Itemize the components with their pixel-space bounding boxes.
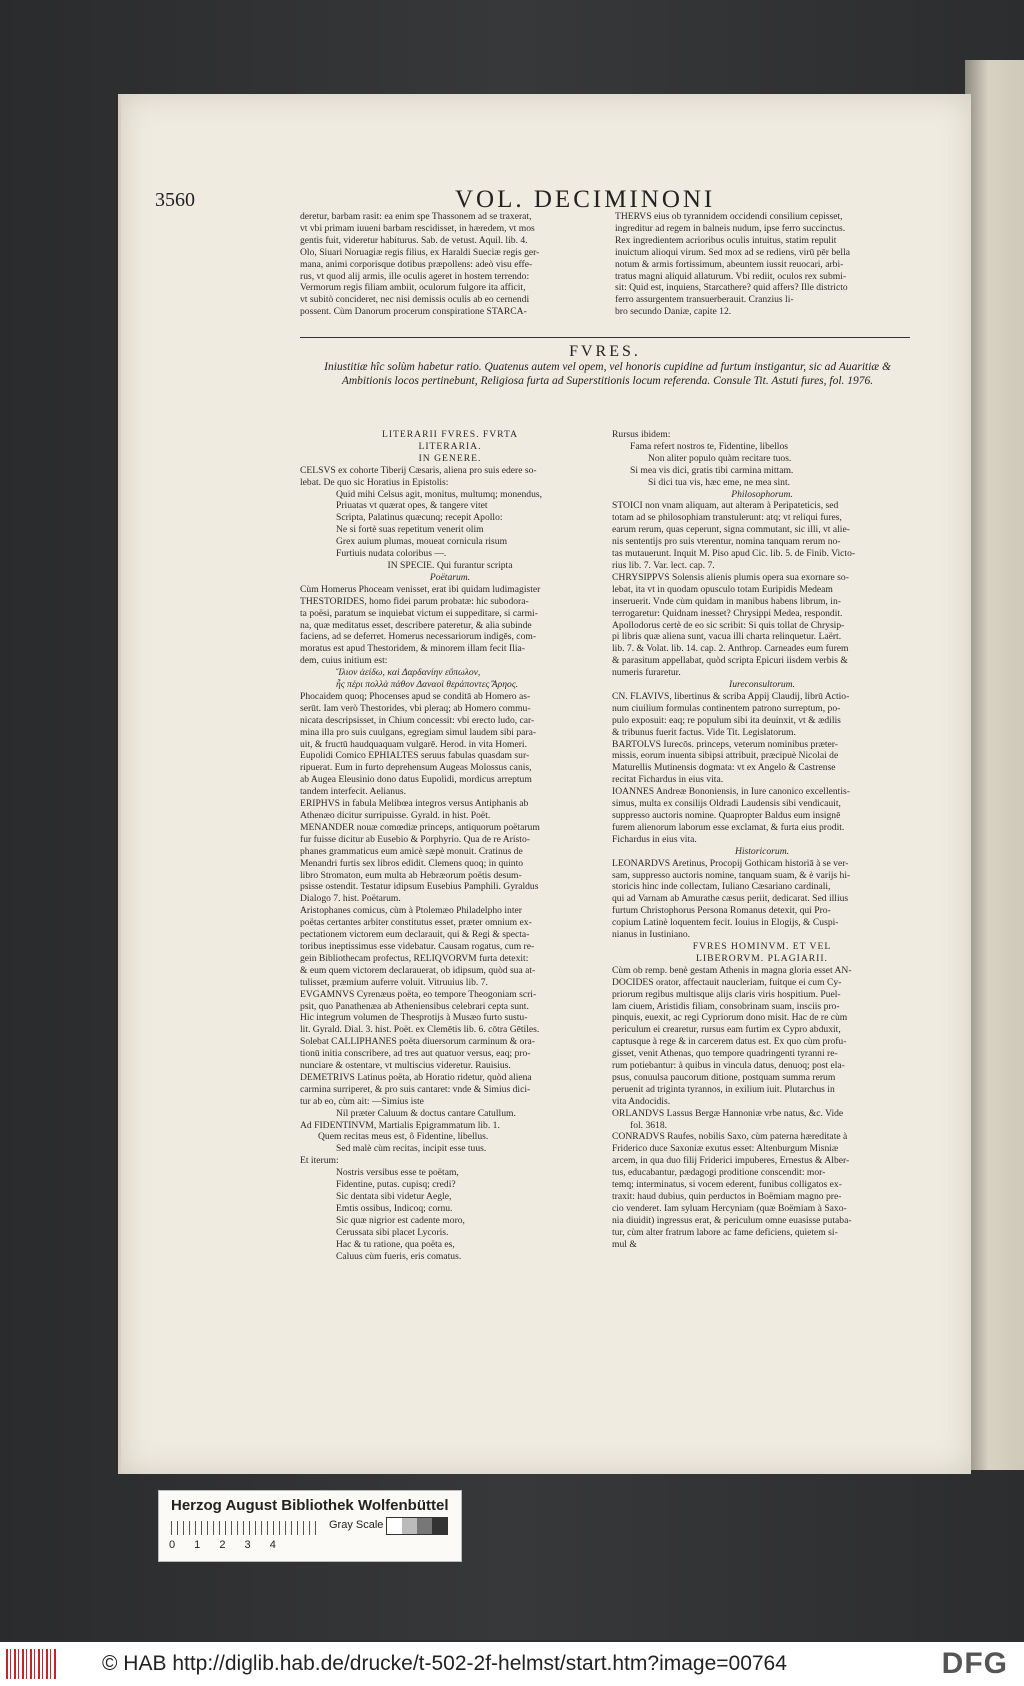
text-line: tandem interfecit. Aelianus. — [300, 786, 407, 798]
footer-url[interactable]: © HAB http://diglib.hab.de/drucke/t-502-2f-helmst/start.htm?image=00764 — [102, 1652, 787, 1675]
section-intro: Iniustitiæ hîc solùm habetur ratio. Quatenus autem vel opem, vel honoris cupidine ad furtum instigantur, sic ad Auaritiæ & Ambitionis locos pertinebunt, Religiosa furta ad Superstitionis locum referenda. Consule Tit. Astuti fures, fol. 1976. — [324, 361, 891, 387]
text-line: BARTOLVS Iurecōs. princeps, veterum nominibus præter- — [612, 738, 838, 750]
text-line: Poëtarum. — [429, 571, 471, 583]
text-line: simus, multa ex consilijs Oldradi Laudensis sibi vendicauit, — [612, 798, 841, 810]
text-line: phanes grammaticus eum amicè sæpè monuit. Cratinus de — [300, 845, 523, 857]
text-line: Caluus cùm fueris, eris comatus. — [336, 1250, 462, 1262]
text-line: Hic integrum volumen de Thesprotijs à Musæo furto sustu- — [300, 1012, 528, 1024]
text-line: Fidentine, putas. cupisq; credi? — [336, 1179, 456, 1191]
text-line: missis, eorum inuenta sibipsi attribuit, præcipuè Nicolai de — [612, 750, 839, 762]
text-line: Dialogo 7. hist. Poëtarum. — [300, 893, 401, 905]
text-line: Aristophanes comicus, cùm à Ptolemæo Philadelpho inter — [300, 905, 522, 917]
text-line: lebat. De quo sic Horatius in Epistolis: — [300, 476, 449, 488]
text-line: Eupolidi Comico EPHIALTES seruus fabulas quasdam sur- — [300, 750, 530, 762]
text-line: LITERARII FVRES. FVRTA — [381, 429, 519, 440]
text-line: CN. FLAVIVS, libertinus & scriba Appij Claudij, librū Actio- — [612, 690, 850, 702]
text-line: tur, cùm alter fratrum labore ac fame deficiens, quietem si- — [612, 1226, 838, 1238]
text-line: peruenit ad triginta tyrannos, in exilium iuit. Plutarchus in — [612, 1083, 835, 1095]
text-line: Hac & tu ratione, qua poëta es, — [336, 1238, 455, 1250]
text-line: rus, vt quod alij armis, ille oculis ageret in hostem terrendo: — [300, 270, 530, 282]
text-line: na, quæ meditatus esset, describere pateretur, & alia subinde — [300, 619, 532, 631]
text-line: Nil præter Caluum & doctus cantare Catullum. — [336, 1107, 516, 1119]
text-line: Rex ingredientem acrioribus oculis intuitus, statim repulit — [615, 234, 837, 246]
text-line: gentis fuit, videretur habiturus. Sab. de vetust. Aquil. lib. 4. — [300, 234, 528, 246]
text-line: num ciuilium formulas continentem patrono surreptum, po- — [612, 702, 841, 714]
text-line: furem alienorum laborum esse exclamat, & furta eius prodit. — [612, 821, 845, 833]
text-line: IOANNES Andreæ Bononiensis, in Iure canonico excellentis- — [612, 786, 850, 798]
text-line: tulisset, præmium auferre voluit. Vitruuius lib. 7. — [300, 976, 488, 988]
scale-ruler — [171, 1521, 321, 1535]
facing-page-edge — [965, 60, 1024, 1470]
text-line: & tribunus fuerit factus. Vide Tit. Legislatorum. — [612, 726, 796, 738]
text-line: tratus magni aliquid allaturum. Vbi rediit, oculos rex submi- — [615, 270, 847, 282]
text-line: nianus in Iustiniano. — [612, 929, 691, 941]
gray-scale-swatch — [386, 1517, 448, 1535]
left-column — [300, 429, 600, 1262]
text-line: uit, & fructū haudquaquam vulgarē. Herod. in vita Homeri. — [300, 738, 527, 750]
text-line: furtum Christophorus Persona Romanus detexit, qui Pro- — [612, 905, 831, 917]
text-line: Ἴλιον ἀείδω, καὶ Δαρδανίην εὔπωλον, — [336, 667, 481, 679]
text-line: nis sententijs pro suis vterentur, nomina tanquam rerum no- — [612, 536, 841, 548]
text-line: Cùm ob remp. benè gestam Athenis in magna gloria esset AN- — [612, 964, 852, 976]
running-title: VOL. DECIMINONI — [455, 186, 716, 213]
text-line: ta poësi, paratum se inquiebat victum ei suppeditare, si carmi- — [300, 607, 538, 619]
section-title: FVRES. — [569, 343, 641, 360]
text-line: Olo, Siuari Noruagiæ regis filius, ex Haraldi Sueciæ regis ger- — [300, 246, 540, 258]
text-line: LEONARDVS Aretinus, Procopij Gothicam historiā à se ver- — [612, 857, 849, 869]
text-line: & eum quem victorem declarauerat, ob idipsum, quòd sua at- — [300, 964, 536, 976]
text-line: copium Latinè loquentem fecit. Iouius in Elogijs, & Cuspi- — [612, 917, 839, 929]
text-line: Fama refert nostros te, Fidentine, libellos — [630, 440, 788, 452]
library-label — [158, 1490, 462, 1562]
text-line: IN SPECIE. Qui furantur scripta — [387, 559, 513, 571]
text-line: Scripta, Palatinus quæcunq; recepit Apollo: — [336, 512, 503, 524]
text-line: Quem recitas meus est, ô Fidentine, libellus. — [318, 1131, 489, 1143]
gray-scale-label: Gray Scale — [329, 1519, 384, 1531]
text-line: dem, cuius initium est: — [300, 655, 388, 667]
text-line: inseruerit. Vnde cùm quidam in manibus habens librum, in- — [612, 595, 841, 607]
text-line: pi libris quæ aliena sunt, vacua illi charta relinquetur. Laërt. — [612, 631, 842, 643]
text-line: Philosophorum. — [731, 488, 793, 500]
text-line: THESTORIDES, homo fidei parum probatæ: hic subodora- — [300, 595, 529, 607]
hab-logo-icon — [6, 1649, 58, 1679]
text-line: Athenæo dicitur surripuisse. Gyrald. in hist. Poët. — [300, 810, 491, 821]
text-line: moratus est apud Thestoridem, & minorem illam fecit Ilia- — [300, 643, 525, 655]
text-line: lib. 7. & Volat. lib. 14. cap. 2. Anthrop. Carneades eum furem — [612, 643, 849, 655]
text-line: LIBERORVM. PLAGIARII. — [696, 952, 828, 964]
text-line: vt vbi primam iuueni barbam rescidisset, in hæredem, vt mos — [300, 222, 535, 234]
text-line: Grex auium plumas, moueat cornicula risum — [336, 536, 508, 548]
text-line: psisse ostendit. Testatur idipsum Eusebius Pamphili. Gyraldus — [300, 881, 539, 893]
text-line: Menandri furtis sex libros edidit. Clemens quoq; in quinto — [300, 857, 524, 869]
text-line: Sic quæ nigrior est cadente moro, — [336, 1214, 465, 1226]
text-line: temq; interminatus, si vocem ederent, funibus colligatos ex- — [612, 1179, 842, 1191]
text-line: sit: Quid est, inquiens, Starcathere? quid affers? Ille districto — [615, 282, 848, 294]
text-line: Si dici tua vis, hæc eme, ne mea sint. — [648, 476, 791, 488]
text-line: vt subitò concideret, nec nisi demissis oculis ab eo cernendi — [300, 294, 530, 306]
text-line: nicata descripsisset, in Chium concessit: vbi erecto ludo, car- — [300, 714, 535, 726]
text-line: STOICI non vnam aliquam, aut alteram à Peripateticis, sed — [612, 500, 839, 512]
text-line: totam ad se philosophiam transtulerunt: atq; vt reliqui fures, — [612, 512, 842, 524]
text-line: MENANDER nouæ comœdiæ princeps, antiquorum poëtarum — [300, 821, 540, 833]
text-line: Emtis ossibus, Indicoq; cornu. — [336, 1202, 453, 1214]
footer-bar — [0, 1642, 1024, 1686]
text-line: notum & armis fortissimum, abeuntem iussit reuocari, arbi- — [615, 258, 844, 270]
text-line: periculum ei crearetur, rursus eam furtim ex Cypro abduxit, — [612, 1024, 841, 1036]
text-line: Phocaidem quoq; Phocenses apud se conditā ab Homero as- — [300, 690, 531, 702]
text-line: Si mea vis dici, gratis tibi carmina mittam. — [630, 464, 794, 476]
text-line: Furtiuis nudata coloribus —. — [336, 548, 447, 560]
text-line: pulo exposuit: eaq; re populum sibi ita deuinxit, vt & ædilis — [612, 714, 841, 726]
text-line: Historicorum. — [734, 845, 790, 857]
text-line: Apollodorus certè de eo sic scribit: Si quis tollat de Chrysip- — [612, 619, 845, 631]
text-line: recitat Fichardus in eius vita. — [612, 774, 724, 786]
text-line: Ad FIDENTINVM, Martialis Epigrammatum lib. 1. — [300, 1119, 500, 1131]
text-line: inuictum alioqui virum. Sed mox ad se rediens, virū pēr bella — [615, 246, 850, 258]
text-line: lit. Gyrald. Dial. 3. hist. Poët. ex Clemētis lib. 6. cōtra Gētiles. — [300, 1024, 540, 1036]
top-left-text — [300, 211, 600, 318]
text-line: lam ciuem, Aristidis filiam, consobrinam suam, insciis pro- — [612, 1000, 840, 1012]
text-line: lebat, ita vt in quodam opusculo totam Euripidis Medeam — [612, 583, 833, 595]
text-line: Sic dentata sibi videtur Aegle, — [336, 1191, 452, 1202]
text-line: qui ad Varnam ab Amurathe cæsus periit, dedicarat. Sed illius — [612, 893, 849, 905]
ruler-numbers: 0 1 2 3 4 — [169, 1539, 276, 1551]
text-line: Priuatas vt quærat opes, & tangere vitet — [336, 500, 488, 512]
text-line: carmina surriperet, & pro suis cantaret: vnde & Simius dici- — [300, 1083, 531, 1095]
text-line: Cerussata sibi placet Lycoris. — [336, 1226, 449, 1238]
text-line: suppresso auctoris nomine. Quapropter Baldus eum insignē — [612, 810, 841, 821]
text-line: Maturellis Mutinensis dogmata: vt ex Angelo & Castrense — [612, 762, 836, 774]
text-line: cio venderet. Iam syluam Hercyniam (quæ Boëmiam à Saxo- — [612, 1202, 847, 1214]
text-line: rius lib. 7. Var. lect. cap. 7. — [612, 559, 715, 571]
text-line: tur ab eo, cùm ait: —Simius iste — [300, 1095, 424, 1107]
text-line: mul & — [612, 1238, 637, 1250]
text-line: DEMETRIVS Latinus poëta, ab Horatio ridetur, quòd aliena — [300, 1071, 532, 1083]
text-line: psus, conuulsa paucorum ditione, postquam summa rerum — [612, 1071, 836, 1083]
text-line: tus, educabantur, pædagogi proditione conscendit: mor- — [612, 1167, 826, 1179]
text-line: nia diuidit) ingressus erat, & periculum omne euasisse putaba- — [612, 1214, 852, 1226]
text-line: FVRES HOMINVM. ET VEL — [692, 940, 832, 952]
text-line: mana, animi corporisque dotibus præpollens: adeò visu effe- — [300, 258, 533, 270]
text-line: traxit: haud dubius, quin perductos in Boëmiam magno pre- — [612, 1191, 842, 1202]
text-line: Fichardus in eius vita. — [612, 833, 697, 845]
page-number: 3560 — [155, 189, 195, 211]
text-line: gisset, venit Athenas, quo tempore quadringenti tyranni re- — [612, 1048, 838, 1060]
text-line: LITERARIA. — [418, 440, 482, 452]
text-line: THERVS eius ob tyrannidem occidendi consilium cepisset, — [615, 211, 843, 222]
text-line: sam, suppresso auctoris nomine, tanquam suam, & è varijs hi- — [612, 869, 851, 881]
text-line: vita Andocidis. — [612, 1095, 671, 1107]
text-line: ripuerat. Eum in furto deprehensum Augeas Molossus canis, — [300, 762, 532, 774]
text-line: fur fuisse dicitur ab Eusebio & Porphyrio. Qua de re Aristo- — [300, 833, 530, 845]
text-line: toribus ineptissimus esse videbatur. Causam rogatus, cum re- — [300, 940, 535, 952]
text-line: Et iterum: — [300, 1155, 339, 1167]
text-line: arcem, in qua duo filij Friderici impuberes, Ernestus & Alber- — [612, 1155, 850, 1167]
text-line: possent. Cùm Danorum procerum conspiratione STARCA- — [300, 306, 527, 318]
right-column — [612, 429, 912, 1251]
text-line: EVGAMNVS Cyrenæus poëta, eo tempore Theogoniam scri- — [300, 988, 537, 1000]
text-line: rum potiebantur: à quibus in vincula datus, denuoq; post ela- — [612, 1060, 845, 1072]
text-line: faciens, ad se deferret. Homerus necessariorum indigēs, com- — [300, 631, 537, 643]
text-line: deretur, barbam rasit: ea enim spe Thassonem ad se traxerat, — [300, 211, 532, 222]
text-line: tionū initia conscribere, ad tres aut quatuor versus, eaq; pro- — [300, 1048, 531, 1060]
section-divider — [300, 337, 910, 338]
text-line: mina illa pro suis cuulgans, egregiam simul laudem sibi para- — [300, 726, 537, 738]
text-line: Friderico duce Saxoniæ exutus esset: Altenburgum Misniæ — [612, 1143, 839, 1155]
text-line: ferro assurgentem transuerberauit. Cranzius li- — [615, 294, 794, 306]
text-line: pectationem victorem eum declarauit, qui & Regi & specta- — [300, 929, 530, 941]
text-line: serūt. Iam verò Thestorides, vbi pleraq; ab Homero commu- — [300, 702, 531, 714]
text-line: captusque à rege & in carcerem datus est. Ex quo cùm profu- — [612, 1036, 847, 1048]
text-line: Solebat CALLIPHANES poëta diuersorum carminum & ora- — [300, 1036, 536, 1048]
text-line: CHRYSIPPVS Solensis alienis plumis opera sua exornare so- — [612, 571, 849, 583]
text-line: CELSVS ex cohorte Tiberij Cæsaris, aliena pro suis edere so- — [300, 464, 537, 476]
text-line: bro secundo Daniæ, capite 12. — [615, 306, 732, 318]
text-line: ERIPHVS in fabula Melibœa integros versus Antiphanis ab — [300, 798, 529, 810]
text-line: Quid mihi Celsus agit, monitus, multumq; monendus, — [336, 488, 543, 500]
text-line: tas mutauerunt. Inquit M. Piso apud Cic. lib. 5. de Finib. Victo- — [612, 548, 856, 560]
text-line: Cùm Homerus Phoceam venisset, erat ibi quidam ludimagister — [300, 583, 541, 595]
text-line: earum rerum, quas ceperunt, signa commutant, sic illi, vt alie- — [612, 524, 850, 536]
text-line: Nostris versibus esse te poëtam, — [336, 1167, 459, 1179]
text-line: Non aliter populo quàm recitare tuos. — [648, 452, 792, 464]
dfg-logo: DFG — [941, 1647, 1008, 1680]
text-line: CONRADVS Raufes, nobilis Saxo, cùm paterna hæreditate à — [612, 1131, 848, 1143]
text-line: Rursus ibidem: — [612, 429, 671, 440]
text-line: poëtas certantes arbiter constitutus esset, præter omnium ex- — [300, 917, 532, 929]
text-line: gein Bibliothecam profectus, RELIQVORVM furta detexit: — [300, 952, 529, 964]
text-line: storicis hinc inde collectam, Iuliano Cæsariano cardinali, — [612, 881, 831, 893]
text-line: numeris furaretur. — [612, 667, 681, 679]
text-line: nunciare & ostentare, vt multiscius videretur. Rauisius. — [300, 1060, 511, 1072]
text-line: ab Augea Eleusinio dono datus Eupolidi, mordicus arreptum — [300, 774, 532, 786]
text-line: ingreditur ad regem in balneis nudum, ipse ferro succinctus. — [615, 222, 846, 234]
text-line: Vermorum regis filiam ambiit, oculorum fulgore ita afficit, — [300, 282, 526, 294]
text-line: terrogaretur: Quidnam inesset? Chrysippi Medea, respondit. — [612, 607, 843, 619]
text-line: Sed malè cùm recitas, incipit esse tuus. — [336, 1143, 487, 1155]
text-line: Ne si fortè suas repetitum venerit olim — [336, 524, 484, 536]
text-line: priorum regibus multisque alijs claris viris hospitium. Puel- — [612, 988, 841, 1000]
text-line: libro Stromaton, eum multa ab Hebræorum poëtis desum- — [300, 869, 522, 881]
text-line: pinquis, euexit, ac regi Cypriorum dono misit. Hac de re cùm — [612, 1012, 848, 1024]
text-line: DOCIDES orator, affectauit naucleriam, fuitque ei cum Cy- — [612, 976, 842, 988]
text-line: ἧς πέρι πολλὰ πάθον Δαναοὶ θεράποντες Ἄρηος. — [336, 679, 519, 691]
text-line: fol. 3618. — [630, 1119, 668, 1131]
text-line: Iureconsultorum. — [729, 679, 795, 691]
library-name: Herzog August Bibliothek Wolfenbüttel — [171, 1497, 449, 1514]
text-line: IN GENERE. — [418, 452, 482, 464]
text-line: & parasitum appellabat, quòd scripta Epicuri iisdem verbis & — [612, 655, 848, 667]
top-right-text — [615, 211, 910, 318]
text-line: psit, quo Panathenæa ab Atheniensibus celebrari cepta sunt. — [300, 1000, 529, 1012]
text-line: ORLANDVS Lassus Bergæ Hannoniæ vrbe natus, &c. Vide — [612, 1107, 844, 1119]
